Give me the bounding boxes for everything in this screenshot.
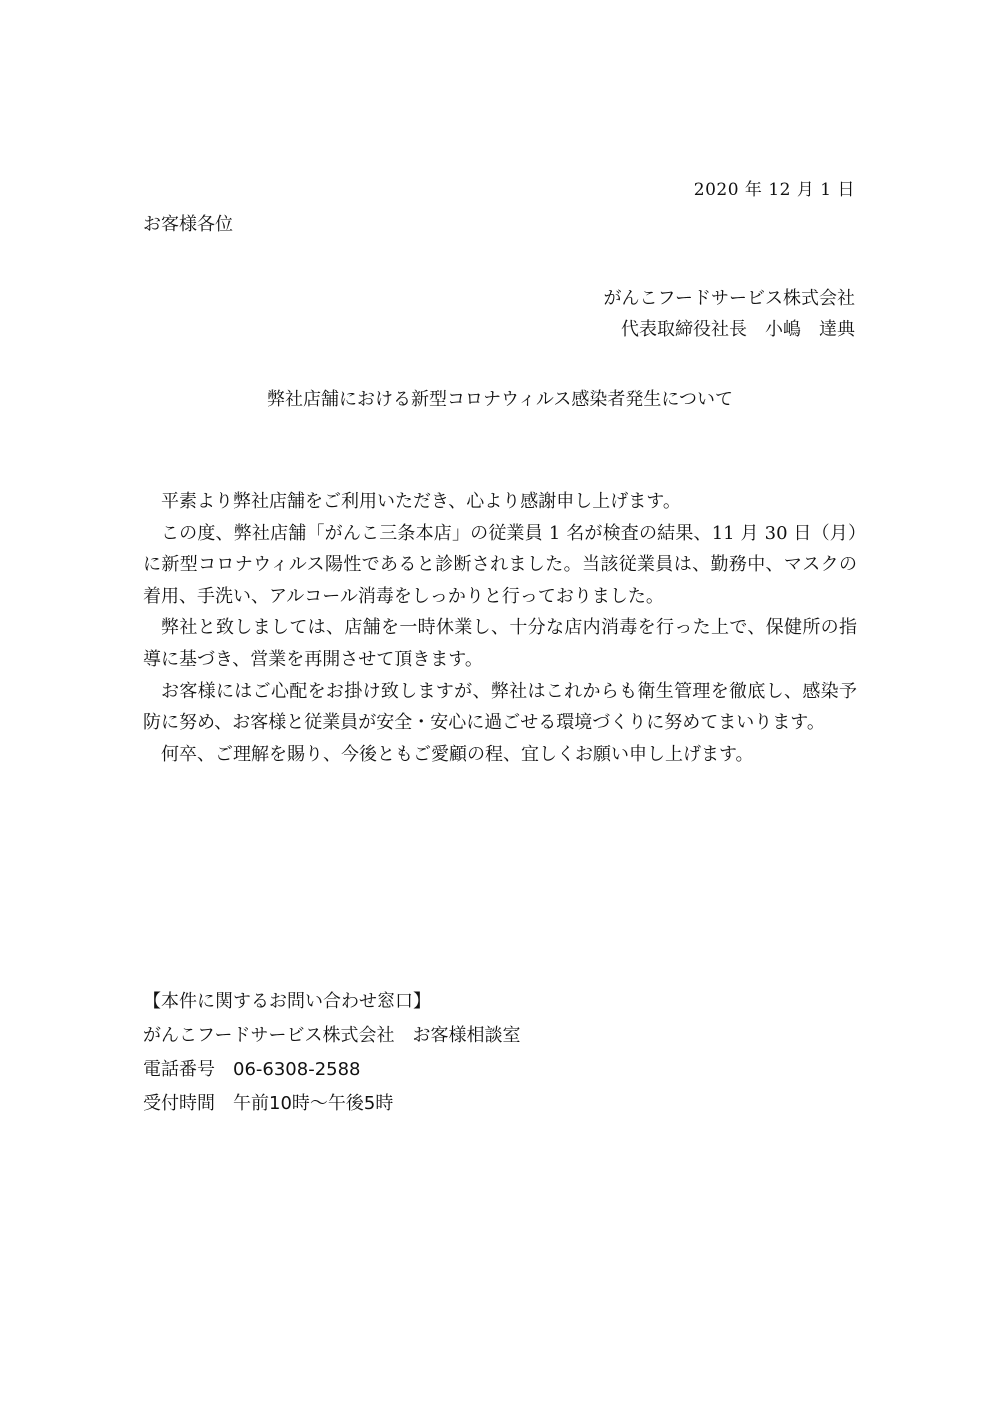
sender-name: 代表取締役社長 小嶋 達典 xyxy=(621,319,855,340)
contact-block xyxy=(143,985,520,1121)
sender-block xyxy=(604,283,855,345)
letter-body xyxy=(143,486,857,770)
body-paragraph: 何卒、ご理解を賜り、今後ともご愛顧の程、宜しくお願い申し上げます。 xyxy=(161,743,754,765)
body-paragraph: 平素より弊社店舗をご利用いただき、心より感謝申し上げます。 xyxy=(161,491,681,512)
sender-company: がんこフードサービス株式会社 xyxy=(603,288,855,309)
addressee: お客様各位 xyxy=(143,214,233,235)
contact-heading: 【本件に関するお問い合わせ窓口】 xyxy=(143,991,431,1012)
contact-hours: 受付時間 午前10時～午後5時 xyxy=(143,1093,394,1114)
contact-department: がんこフードサービス株式会社 お客様相談室 xyxy=(143,1025,521,1046)
body-paragraph: この度、弊社店舗「がんこ三条本店」の従業員 1 名が検査の結果、11 月 30 日（月）に新型コロナウィルス陽性であると診断されました。当該従業員は、勤務中、マスクの着用、手洗い、アルコール消毒をしっかりと行っておりました。 xyxy=(143,522,857,607)
body-paragraph: 弊社と致しましては、店舗を一時休業し、十分な店内消毒を行った上で、保健所の指導に基づき、営業を再開させて頂きます。 xyxy=(143,617,857,670)
letter-date: 2020 年 12 月 1 日 xyxy=(693,180,855,200)
contact-phone: 電話番号 06-6308-2588 xyxy=(143,1059,361,1080)
letter-subject: 弊社店舗における新型コロナウィルス感染者発生について xyxy=(266,389,734,410)
body-paragraph: お客様にはご心配をお掛け致しますが、弊社はこれからも衛生管理を徹底し、感染予防に努め、お客様と従業員が安全・安心に過ごせる環境づくりに努めてまいります。 xyxy=(143,680,857,734)
